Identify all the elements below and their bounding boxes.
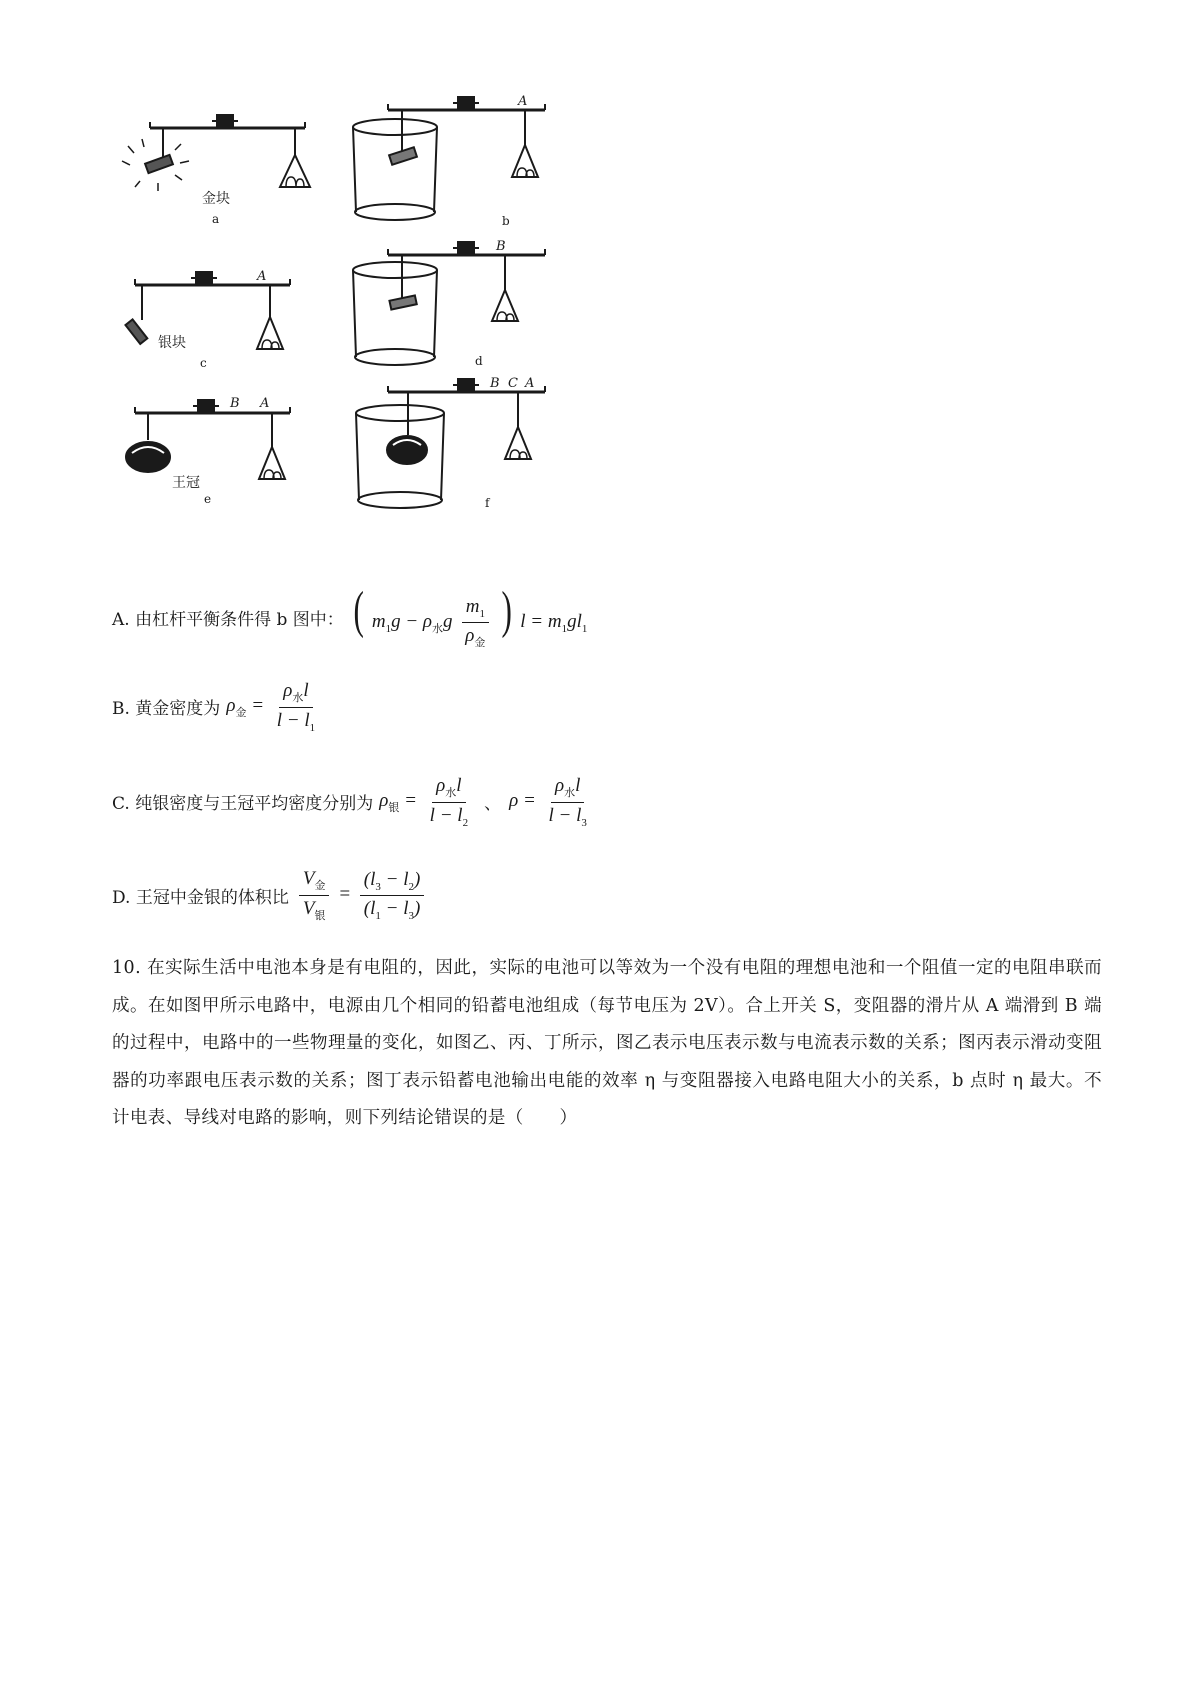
panel-a: [122, 115, 310, 226]
option-b: [112, 680, 323, 734]
option-a: [112, 582, 588, 649]
option-c-formula: $\rho_银$ = $\frac{\rho_水l}{l - l_2}$: [379, 775, 469, 829]
option-c-formula-2: ρ = $\frac{\rho_水l}{l - l_3}$: [509, 775, 587, 829]
mark-A-c: A: [257, 269, 267, 284]
mark-C-f: C: [508, 376, 518, 391]
option-d-formula: $\frac{V_金}{V_银}$ = $\frac{(l_3 - l_2)}{(l_1 - l_3)}$: [295, 868, 428, 923]
mark-B-f: B: [490, 376, 500, 391]
mark-B-d: B: [496, 239, 506, 254]
panel-d: [353, 239, 545, 368]
panel-b: [353, 95, 545, 228]
option-b-text: B. 黄金密度为: [112, 699, 221, 720]
mark-A-e: A: [260, 396, 270, 411]
option-a-text: A. 由杠杆平衡条件得 b 图中：: [112, 609, 344, 630]
panel-letter-a: a: [212, 212, 220, 226]
panel-f: [356, 376, 545, 510]
question-10: 10. 在实际生活中电池本身是有电阻的，因此，实际的电池可以等效为一个没有电阻的理想电池和一个阻值一定的电阻串联而成。在如图甲所示电路中，电源由几个相同的铅蓄电池组成（每节电压为 2V）。合上开关 S，变阻器的滑片从 A 端滑到 B 端的过程中，电路中的一些物理量的变化，如图乙、丙、丁所示，图乙表示电压表示数与电流表示数的关系；图丙表示滑动变阻器的功率跟电压表示数的关系；图丁表示铅蓄电池输出电能的效率 η 与变阻器接入电路电阻大小的关系，b 点时 η 最大。不计电表、导线对电路的影响，则下列结论错误的是（ ）: [112, 958, 1102, 1128]
crown-label: 王冠: [172, 475, 200, 491]
option-d: [112, 868, 428, 923]
panel-letter-d: d: [475, 354, 483, 368]
panel-c: [125, 269, 290, 370]
option-d-text: D. 王冠中金银的体积比: [112, 887, 289, 908]
panel-letter-f: f: [485, 496, 490, 510]
silver-label: 银块: [158, 335, 186, 351]
panel-letter-c: c: [200, 356, 207, 370]
panel-e: [126, 396, 290, 506]
panel-letter-b: b: [502, 214, 510, 228]
mark-A-f: A: [525, 376, 535, 391]
balance-figure: [120, 95, 620, 565]
option-b-formula: $\rho_金$ = $\frac{\rho_水l}{l - l_1}$: [226, 680, 316, 734]
panel-letter-e: e: [204, 492, 212, 506]
option-c-text: C. 纯银密度与王冠平均密度分别为: [112, 794, 374, 815]
option-a-formula: ( $m_1g - \rho_水g$ $\frac{m_1}{\rho_金}$ ) $l = m_1gl_1$: [353, 582, 588, 649]
option-c-separator: 、: [484, 794, 502, 815]
mark-B-e: B: [230, 396, 240, 411]
mark-A-b: A: [518, 95, 528, 109]
gold-label: 金块: [202, 191, 230, 207]
option-c: [112, 775, 595, 829]
